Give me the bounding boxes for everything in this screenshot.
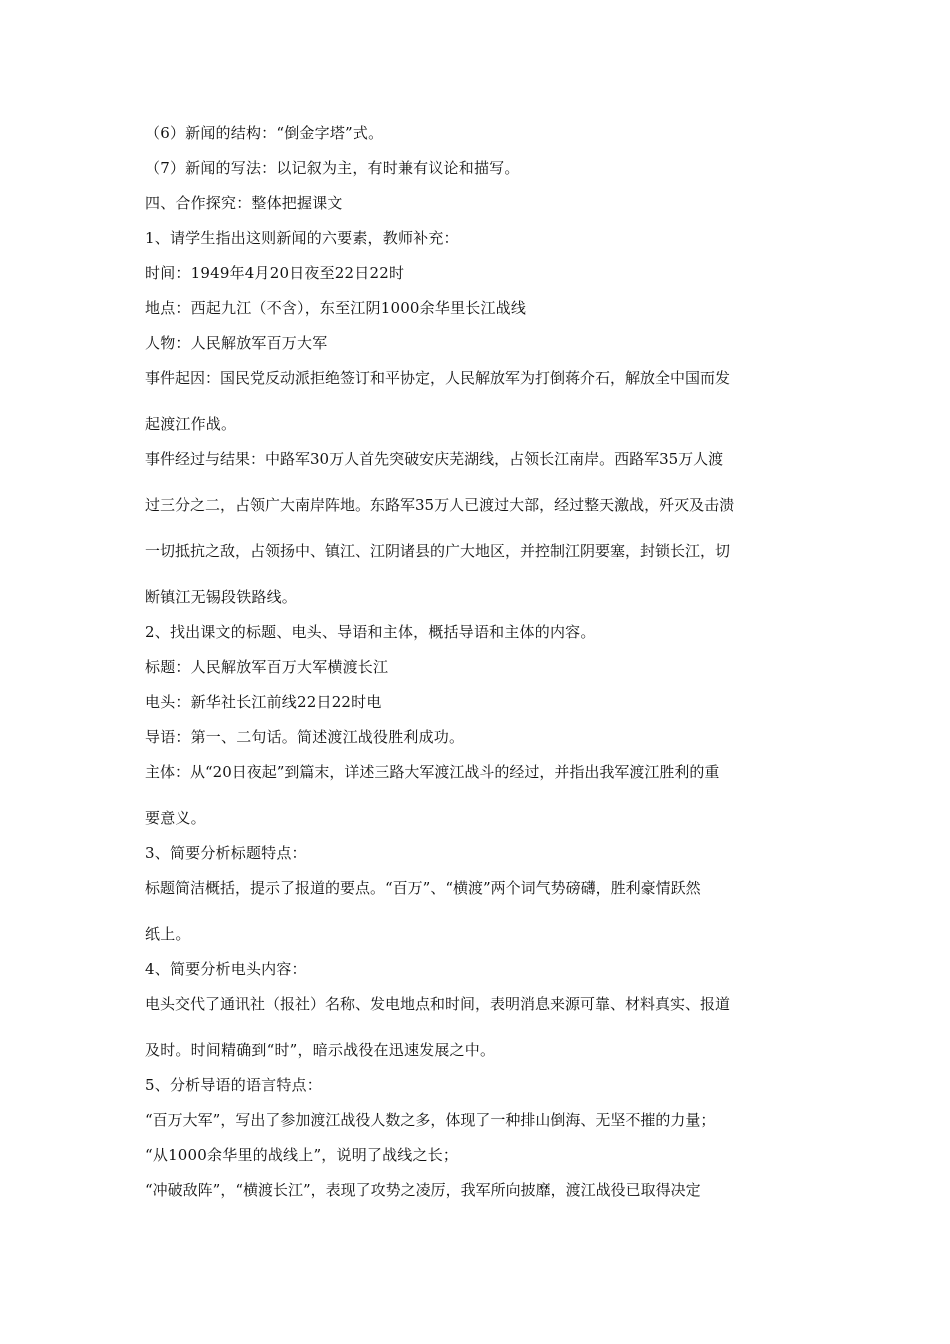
- element-cause-line-2: 起渡江作战。: [145, 415, 237, 433]
- element-cause-line-1: 事件起因：国民党反动派拒绝签订和平协定，人民解放军为打倒蒋介石，解放全中国而发: [145, 369, 731, 387]
- element-process-line-3: 一切抵抗之敌，占领扬中、镇江、江阴诸县的广大地区，并控制江阴要塞，封锁长江，切: [145, 542, 731, 560]
- answer-body-line-1: 主体：从“20日夜起”到篇末，详述三路大军渡江战斗的经过，并指出我军渡江胜利的重: [145, 763, 720, 781]
- element-process-line-4: 断镇江无锡段铁路线。: [145, 588, 298, 606]
- question-2: 2、找出课文的标题、电头、导语和主体，概括导语和主体的内容。: [145, 623, 596, 641]
- title-analysis-line-1: 标题简洁概括，提示了报道的要点。“百万”、“横渡”两个词气势磅礴，胜利豪情跃然: [145, 879, 701, 897]
- document-body: [145, 122, 810, 1214]
- element-process-line-2: 过三分之二，占领广大南岸阵地。东路军35万人已渡过大部，经过整天激战，歼灭及击溃: [145, 496, 735, 514]
- element-process-line-1: 事件经过与结果：中路军30万人首先突破安庆芜湖线，占领长江南岸。西路军35万人渡: [145, 450, 724, 468]
- answer-lead: 导语：第一、二句话。简述渡江战役胜利成功。: [145, 728, 465, 746]
- element-place: 地点：西起九江（不含），东至江阴1000余华里长江战线: [145, 299, 527, 317]
- element-people: 人物：人民解放军百万大军: [145, 334, 328, 352]
- title-analysis-line-2: 纸上。: [145, 925, 191, 943]
- question-3: 3、简要分析标题特点：: [145, 844, 307, 862]
- section-heading-explore: 四、合作探究：整体把握课文: [145, 194, 343, 212]
- element-time: 时间：1949年4月20日夜至22日22时: [145, 264, 405, 282]
- answer-title: 标题：人民解放军百万大军横渡长江: [145, 658, 389, 676]
- question-4: 4、简要分析电头内容：: [145, 960, 307, 978]
- dateline-analysis-line-1: 电头交代了通讯社（报社）名称、发电地点和时间，表明消息来源可靠、材料真实、报道: [145, 995, 731, 1013]
- dateline-analysis-line-2: 及时。时间精确到“时”，暗示战役在迅速发展之中。: [145, 1041, 496, 1059]
- answer-dateline: 电头：新华社长江前线22日22时电: [145, 693, 382, 711]
- lead-analysis-line-1: “百万大军”，写出了参加渡江战役人数之多，体现了一种排山倒海、无坚不摧的力量；: [145, 1111, 716, 1129]
- text-line-structure: （6）新闻的结构：“倒金字塔”式。: [145, 124, 384, 142]
- question-5: 5、分析导语的语言特点：: [145, 1076, 322, 1094]
- text-line-writing-style: （7）新闻的写法：以记叙为主，有时兼有议论和描写。: [145, 159, 520, 177]
- answer-body-line-2: 要意义。: [145, 809, 206, 827]
- question-1: 1、请学生指出这则新闻的六要素，教师补充：: [145, 229, 459, 247]
- lead-analysis-line-3: “冲破敌阵”，“横渡长江”，表现了攻势之凌厉，我军所向披靡，渡江战役已取得决定: [145, 1181, 701, 1199]
- lead-analysis-line-2: “从1000余华里的战线上”，说明了战线之长；: [145, 1146, 459, 1164]
